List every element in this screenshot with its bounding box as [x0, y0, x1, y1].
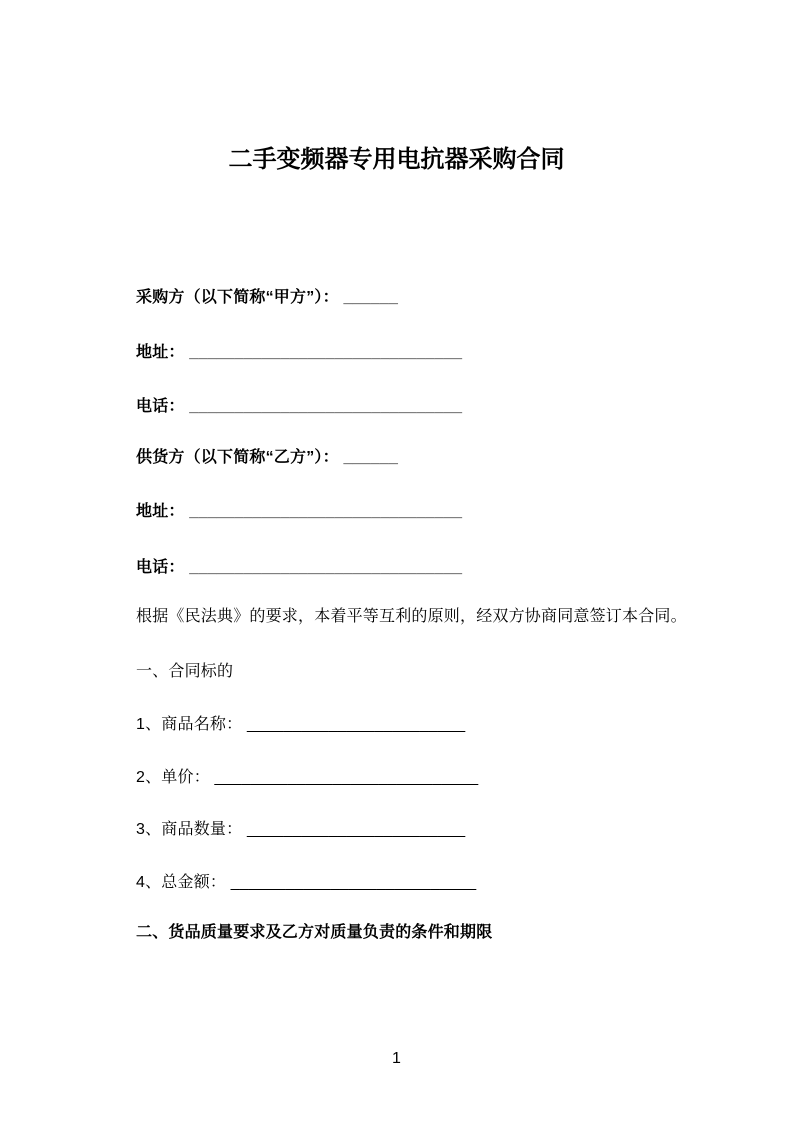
supplier-line: 供货方（以下简称“乙方”）： ______ — [136, 449, 399, 466]
section-1-heading: 一、合同标的 — [136, 663, 234, 680]
item-2-unit-price-line: 2、单价： _____________________________ — [136, 769, 479, 786]
buyer-address-line: 地址： ______________________________ — [136, 344, 463, 361]
preamble-line: 根据《民法典》的要求，本着平等互利的原则，经双方协商同意签订本合同。 — [136, 608, 687, 625]
item-3-quantity-line: 3、商品数量： ________________________ — [136, 821, 466, 838]
supplier-address-line: 地址： ______________________________ — [136, 503, 463, 520]
item-4-total-amount-line: 4、总金额： ___________________________ — [136, 874, 477, 891]
page-number: 1 — [392, 1050, 401, 1067]
document-title: 二手变频器专用电抗器采购合同 — [228, 146, 565, 173]
item-1-product-name-line: 1、商品名称： ________________________ — [136, 716, 466, 733]
buyer-line: 采购方（以下简称“甲方”）： ______ — [136, 289, 399, 306]
section-2-heading: 二、货品质量要求及乙方对质量负责的条件和期限 — [136, 924, 493, 941]
supplier-phone-line: 电话： ______________________________ — [136, 559, 463, 576]
buyer-phone-line: 电话： ______________________________ — [136, 398, 463, 415]
